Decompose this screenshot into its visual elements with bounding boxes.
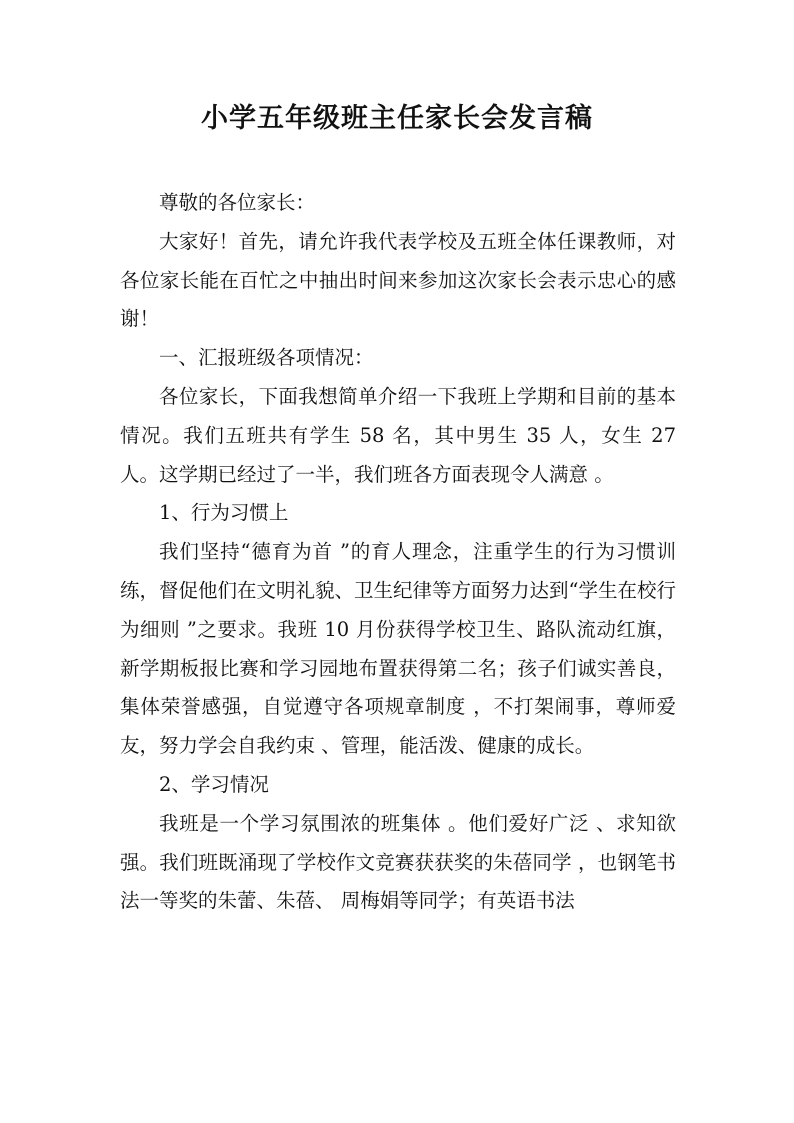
section-heading-report: 一、汇报班级各项情况： <box>159 346 374 370</box>
subheading-behavior: 1、行为习惯上 <box>159 501 289 525</box>
document-title: 小学五年级班主任家长会发言稿 <box>201 103 593 134</box>
class-overview-paragraph: 各位家长，下面我想简单介绍一下我班上学期和目前的基本情况。我们五班共有学生 58 名，其中男生 35 人，女生 27 人。这学期已经过了一半，我们班各方面表现令人满意 。 <box>120 384 676 486</box>
greeting-paragraph: 大家好！首先，请允许我代表学校及五班全体任课教师，对各位家长能在百忙之中抽出时间来参加这次家长会表示忠心的感谢！ <box>120 229 676 331</box>
document-body <box>120 184 676 921</box>
behavior-paragraph: 我们坚持“德育为首 ”的育人理念，注重学生的行为习惯训练，督促他们在文明礼貌、卫生纪律等方面努力达到“学生在校行为细则 ”之要求。我班 10 月份获得学校卫生、路队流动红旗，新学期板报比赛和学习园地布置获得第二名；孩子们诚实善良，集体荣誉感强，自觉遵守各项规章制度 ，不打架闹事，尊师爱友，努力学会自我约束 、管理，能活泼、健康的成长。 <box>120 540 676 758</box>
subheading-study: 2、学习情况 <box>159 772 269 796</box>
salutation-paragraph: 尊敬的各位家长： <box>159 191 316 214</box>
study-paragraph: 我班是一个学习氛围浓的班集体 。他们爱好广泛 、求知欲强。我们班既涌现了学校作文竞赛获获奖的朱蓓同学 ，也钢笔书法一等奖的朱蕾、朱蓓、 周梅娟等同学；有英语书法 <box>120 811 676 913</box>
